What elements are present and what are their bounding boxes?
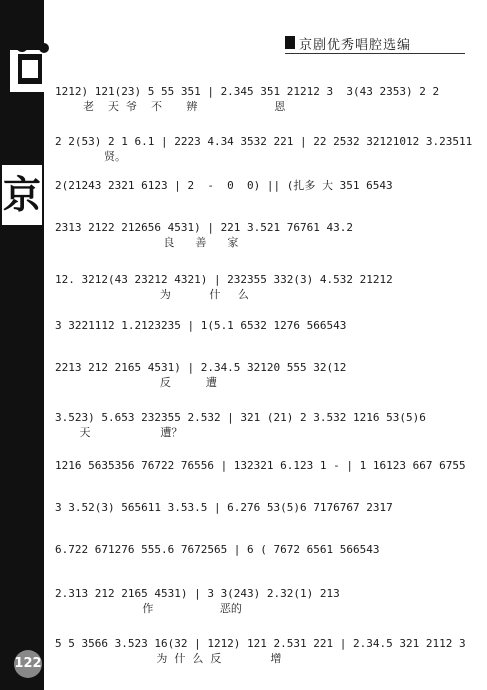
- notation-line: 3 3.52(3) 565611 3.53.5 | 6.276 53(5)6 7176767 2317: [55, 501, 393, 514]
- notation-line: 1216 5635356 76722 76556 | 132321 6.123 1 - | 1 16123 667 6755: [55, 459, 466, 472]
- staff-line: [55, 134, 475, 164]
- page-header-title: 京剧优秀唱腔选编: [299, 38, 412, 53]
- header-marker: [285, 36, 295, 49]
- notation-line: 3.523) 5.653 232355 2.532 | 321 (21) 2 3.532 1216 53(5)6: [55, 411, 426, 424]
- lyrics-line: [55, 516, 475, 530]
- sidebar-char: 京: [2, 165, 42, 225]
- flower-vase-icon: [6, 36, 54, 94]
- staff-line: [55, 542, 475, 572]
- lyrics-line: 天 遭？: [55, 426, 183, 439]
- notation-line: 12. 3212(43 23212 4321) | 232355 332(3) 4.532 21212: [55, 273, 393, 286]
- staff-line: [55, 318, 475, 348]
- staff-line: [55, 272, 475, 302]
- page-number: 122: [14, 650, 42, 678]
- notation-line: 6.722 671276 555.6 7672565 | 6 ( 7672 6561 566543: [55, 543, 380, 556]
- notation-line: 1212) 121(23) 5 55 351 | 2.345 351 21212 3 3(43 2353) 2 2: [55, 85, 440, 98]
- staff-line: [55, 178, 475, 208]
- lyrics-line: [55, 194, 475, 208]
- notation-line: 2313 2122 212656 4531) | 221 3.521 76761 43.2: [55, 221, 354, 234]
- staff-line: [55, 458, 475, 488]
- lyrics-line: 为 什 么: [55, 288, 249, 301]
- staff-line: [55, 84, 475, 114]
- staff-line: [55, 360, 475, 390]
- lyrics-line: 良 善 家: [55, 236, 239, 249]
- lyrics-line: 作 恶的: [55, 602, 242, 615]
- staff-line: [55, 500, 475, 530]
- notation-line: 3 3221112 1.2123235 | 1(5.1 6532 1276 566543: [55, 319, 347, 332]
- staff-line: [55, 636, 475, 666]
- staff-line: [55, 586, 475, 616]
- notation-line: 2(21243 2321 6123 | 2 - 0 0) || (扎多 大 351 6543: [55, 179, 393, 192]
- sidebar: [0, 0, 44, 690]
- lyrics-line: [55, 334, 475, 348]
- notation-line: 2.313 212 2165 4531) | 3 3(243) 2.32(1) 213: [55, 587, 340, 600]
- notation-line: 5 5 3566 3.523 16(32 | 1212) 121 2.531 221 | 2.34.5 321 2112 3: [55, 637, 466, 650]
- lyrics-line: [55, 558, 475, 572]
- notation-line: 2 2(53) 2 1 6.1 | 2223 4.34 3532 221 | 22 2532 32121012 3.23511: [55, 135, 473, 148]
- lyrics-line: [55, 474, 475, 488]
- lyrics-line: 反 遭: [55, 376, 217, 389]
- lyrics-line: 贤。: [55, 150, 126, 163]
- lyrics-line: 为 什 么 反 增: [55, 652, 282, 665]
- staff-line: [55, 220, 475, 250]
- staff-line: [55, 410, 475, 440]
- header-rule: [285, 53, 465, 54]
- notation-line: 2213 212 2165 4531) | 2.34.5 32120 555 32(12: [55, 361, 347, 374]
- lyrics-line: 老 天 爷 不 辨 恩: [55, 100, 286, 113]
